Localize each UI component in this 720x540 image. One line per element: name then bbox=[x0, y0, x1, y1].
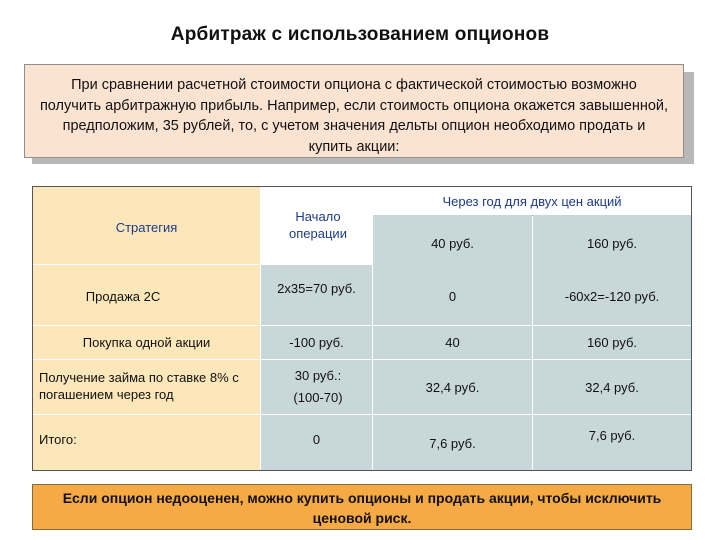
grid-line bbox=[33, 359, 691, 360]
header-start: Начало операции bbox=[289, 209, 347, 241]
row-strategy: Продажа 2С bbox=[85, 288, 161, 304]
row-value-40: 7,6 руб. bbox=[429, 435, 476, 451]
header-period-group: Через год для двух цен акций bbox=[442, 193, 622, 209]
header-price-40: 40 руб. bbox=[373, 215, 532, 271]
row-value-40: 32,4 руб. bbox=[425, 379, 480, 395]
row-value-160: 7,6 руб. bbox=[588, 427, 636, 443]
header-price-160: 160 руб. bbox=[533, 215, 691, 271]
row-strategy: Итого: bbox=[39, 431, 77, 447]
arbitrage-table bbox=[32, 186, 692, 471]
header-strategy: Стратегия bbox=[115, 219, 178, 235]
grid-line bbox=[33, 414, 691, 415]
row-value-160: 160 руб. bbox=[586, 334, 638, 350]
row-strategy: Покупка одной акции bbox=[82, 334, 211, 350]
row-strategy: Получение займа по ставке 8% с погашением через год bbox=[39, 370, 239, 402]
row-start: 0 bbox=[312, 431, 321, 447]
row-value-160: 32,4 руб. bbox=[585, 379, 639, 395]
row-start: -100 руб. bbox=[289, 334, 344, 350]
grid-line bbox=[33, 325, 691, 326]
conclusion-box: Если опцион недооценен, можно купить опционы и продать акции, чтобы исключить ценовой риск. bbox=[32, 484, 692, 530]
intro-text-box: При сравнении расчетной стоимости опциона с фактической стоимостью возможно получить арбитражную прибыль. Например, если стоимость опциона окажется завышенной, предположим, 35 рублей, то, с учетом значения дельты опцион необходимо продать и купить акции: bbox=[24, 64, 684, 158]
row-start: 2х35=70 руб. bbox=[277, 280, 356, 296]
row-start: 30 руб.: (100-70) bbox=[293, 368, 343, 405]
page-title: Арбитраж с использованием опционов bbox=[170, 24, 550, 45]
row-value-40: 40 bbox=[445, 334, 460, 350]
row-value-40: 0 bbox=[448, 288, 457, 304]
row-value-160: -60х2=-120 руб. bbox=[564, 288, 660, 304]
